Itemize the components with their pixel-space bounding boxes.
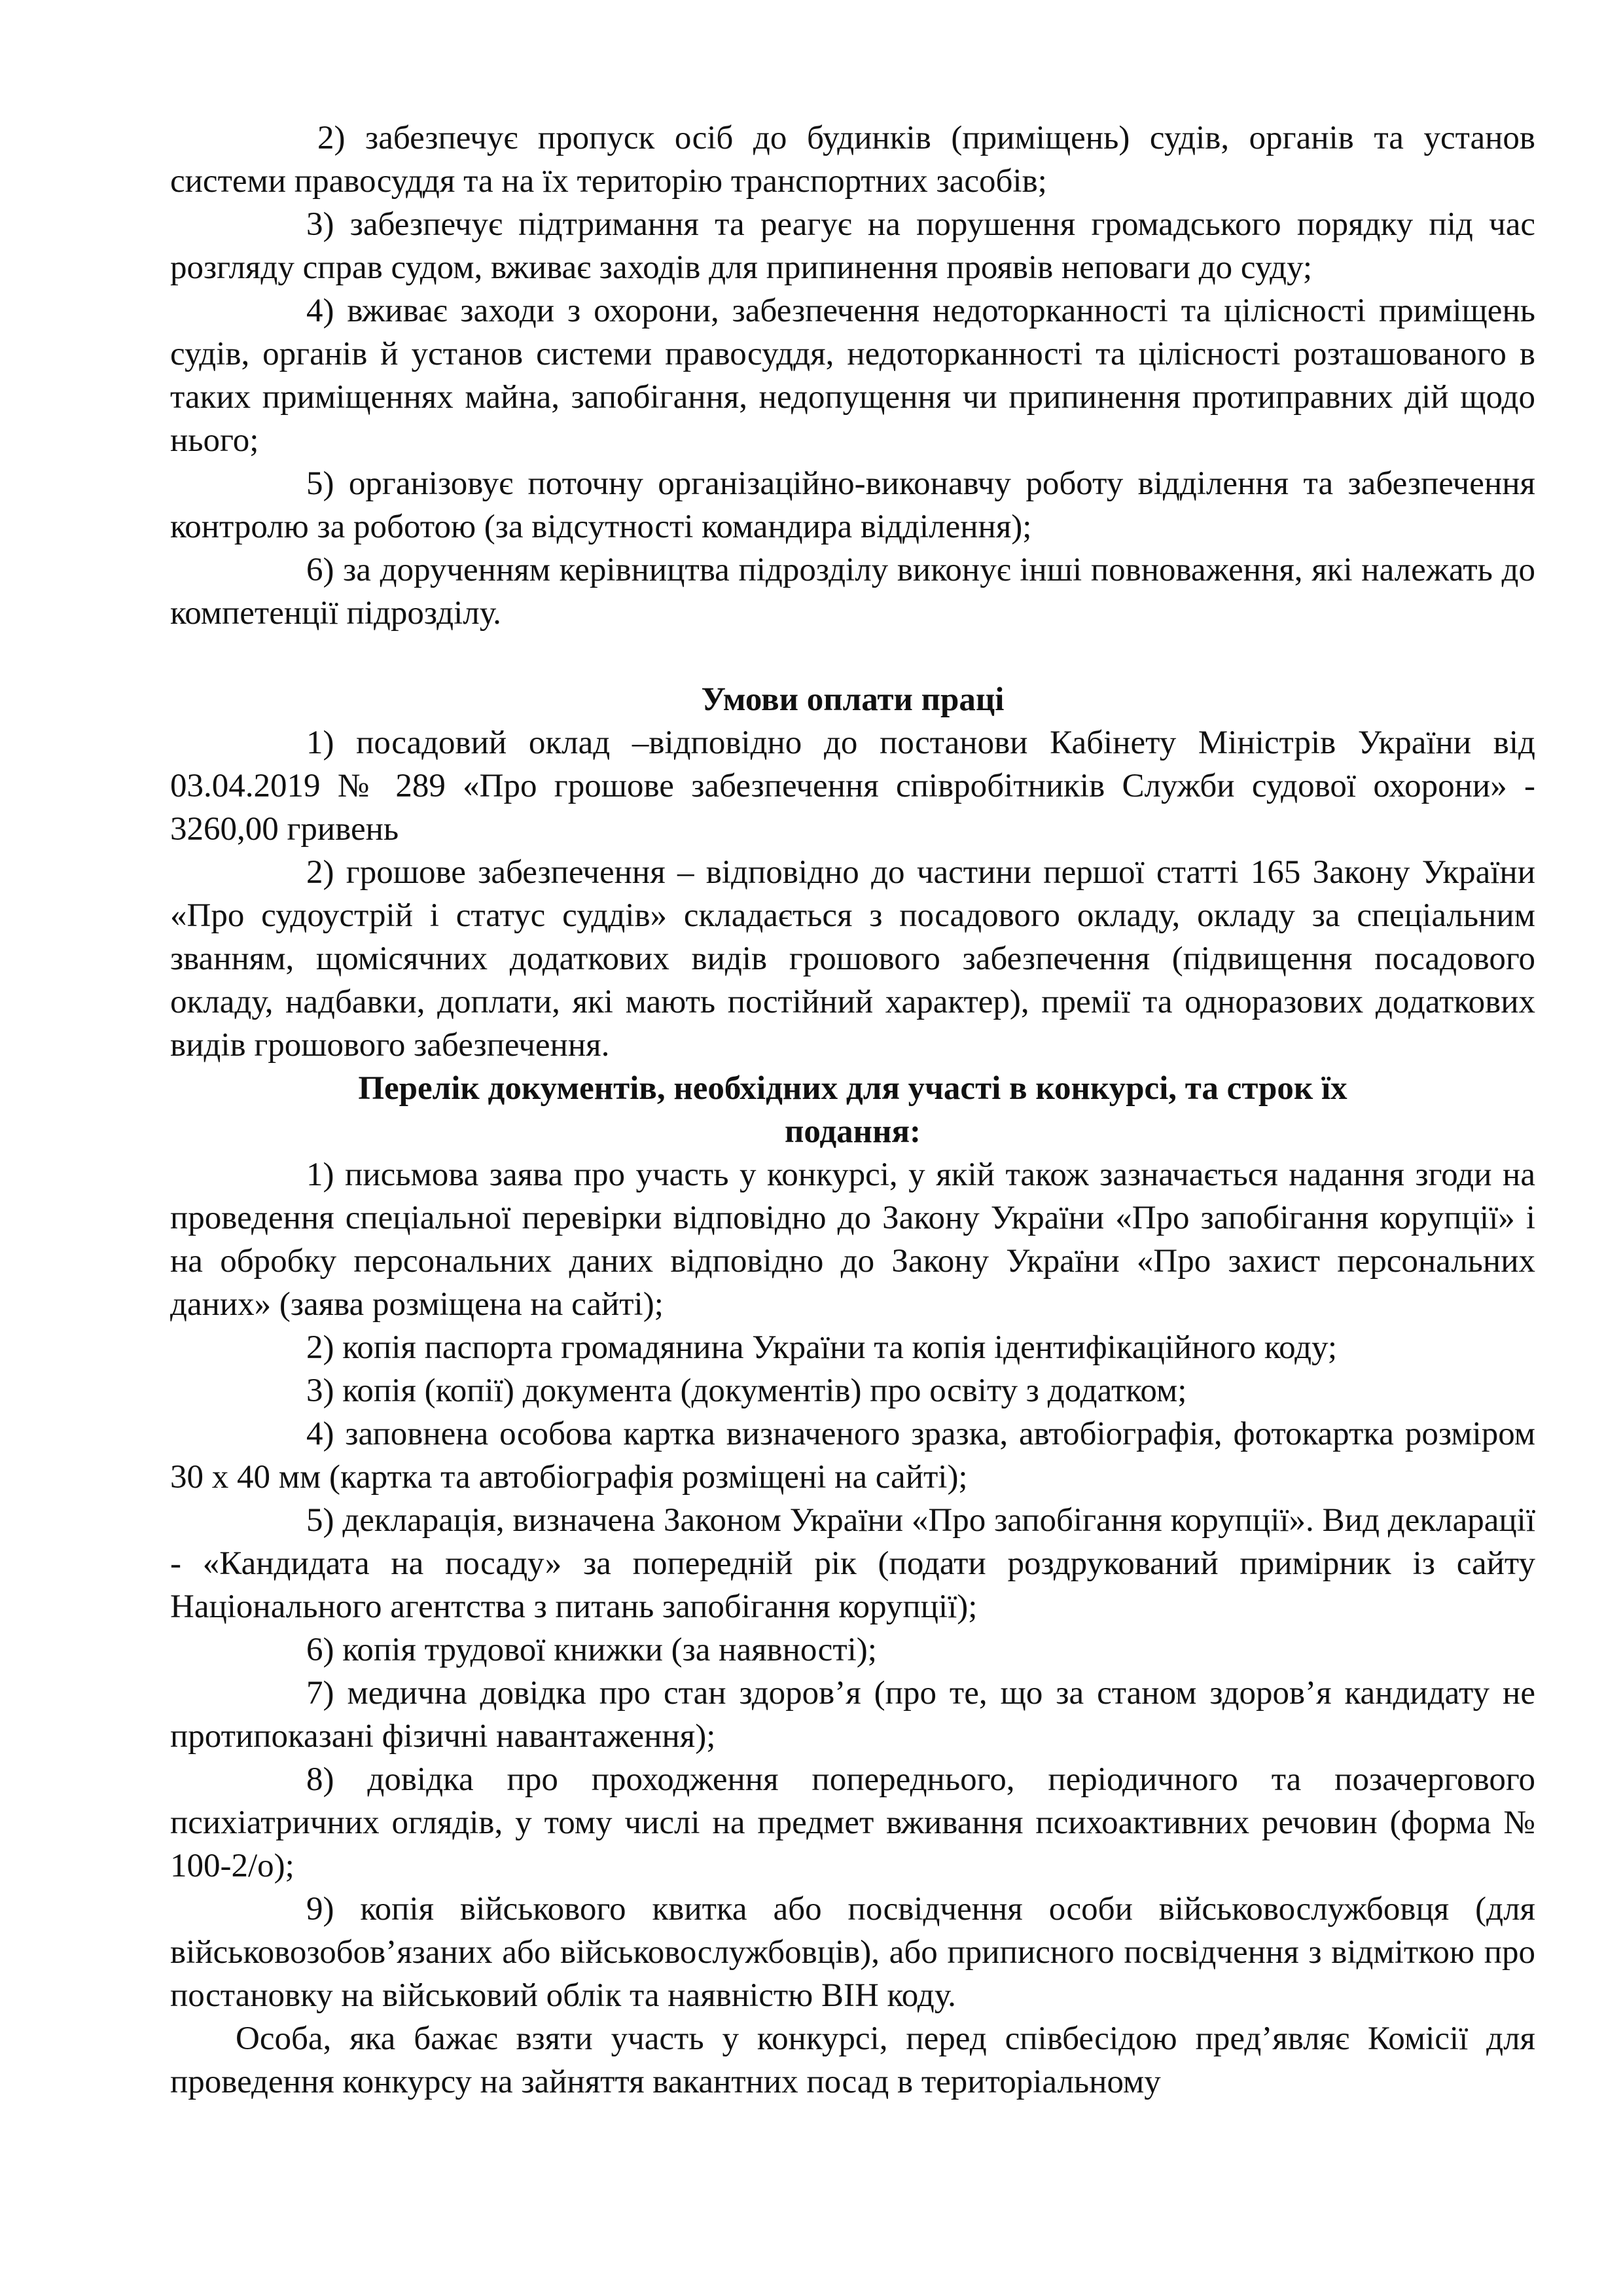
document-item: 7) медична довідка про стан здоров’я (про те, що за станом здоров’я кандидату не протипоказані фізичні навантаження); xyxy=(170,1675,1535,1755)
document-item: 9) копія військового квитка або посвідчення особи військовослужбовця (для військовозобов’язаних або військовослужбовців), або приписного посвідчення з відміткою про постановку на військовий облік та наявністю ВІН коду. xyxy=(170,1891,1535,2014)
document-item: 2) копія паспорта громадянина України та копія ідентифікаційного коду; xyxy=(306,1329,1338,1366)
pay-item: 1) посадовий оклад –відповідно до постанови Кабінету Міністрів України від 03.04.2019 № 289 «Про грошове забезпечення співробітників Служби судової охорони» - 3260,00 гривень xyxy=(170,725,1535,848)
document-item: 1) письмова заява про участь у конкурсі, у якій також зазначається надання згоди на проведення спеціальної перевірки відповідно до Закону України «Про запобігання корупції» і на обробку персональних даних відповідно до Закону України «Про захист персональних даних» (заява розміщена на сайті); xyxy=(170,1157,1535,1323)
pay-heading: Умови оплати праці xyxy=(701,681,1005,718)
duty-item: 3) забезпечує підтримання та реагує на порушення громадського порядку під час розгляду справ судом, вживає заходів для припинення проявів неповаги до суду; xyxy=(170,206,1535,286)
documents-heading-line: подання: xyxy=(784,1113,921,1150)
duty-item: 2) забезпечує пропуск осіб до будинків (приміщень) судів, органів та установ системи правосуддя та на їх територію транспортних засобів; xyxy=(170,120,1535,200)
document-item: 6) копія трудової книжки (за наявності); xyxy=(306,1632,877,1668)
closing-paragraph: Особа, яка бажає взяти участь у конкурсі, перед співбесідою пред’являє Комісії для проведення конкурсу на зайняття вакантних посад в територіальному xyxy=(170,2020,1535,2100)
documents-heading xyxy=(170,1067,1535,1153)
duty-item: 5) організовує поточну організаційно-виконавчу роботу відділення та забезпечення контролю за роботою (за відсутності командира відділення); xyxy=(170,465,1535,545)
pay-item: 2) грошове забезпечення – відповідно до частини першої статті 165 Закону України «Про судоустрій і статус суддів» складається з посадового окладу, окладу за спеціальним званням, щомісячних додаткових видів грошового забезпечення (підвищення посадового окладу, надбавки, доплати, які мають постійний характер), премії та одноразових додаткових видів грошового забезпечення. xyxy=(170,854,1535,1064)
duty-item: 4) вживає заходи з охорони, забезпечення недоторканності та цілісності приміщень судів, органів й установ системи правосуддя, недоторканності та цілісності розташованого в таких приміщеннях майна, запобігання, недопущення чи припинення протиправних дій щодо нього; xyxy=(170,293,1535,459)
document-item: 5) декларація, визначена Законом України «Про запобігання корупції». Вид декларації - «Кандидата на посаду» за попередній рік (подати роздрукований примірник із сайту Національного агентства з питань запобігання корупції); xyxy=(170,1502,1535,1625)
document-body xyxy=(170,117,1535,2104)
document-item: 4) заповнена особова картка визначеного зразка, автобіографія, фотокартка розміром 30 х 40 мм (картка та автобіографія розміщені на сайті); xyxy=(170,1416,1535,1496)
documents-heading-line: Перелік документів, необхідних для участі в конкурсі, та строк їх xyxy=(358,1070,1347,1107)
duty-item: 6) за дорученням керівництва підрозділу виконує інші повноваження, які належать до компетенції підрозділу. xyxy=(170,552,1535,632)
document-item: 8) довідка про проходження попереднього, періодичного та позачергового психіатричних оглядів, у тому числі на предмет вживання психоактивних речовин (форма № 100-2/о); xyxy=(170,1761,1535,1884)
section-gap xyxy=(170,635,1535,678)
document-item: 3) копія (копії) документа (документів) про освіту з додатком; xyxy=(306,1372,1187,1409)
